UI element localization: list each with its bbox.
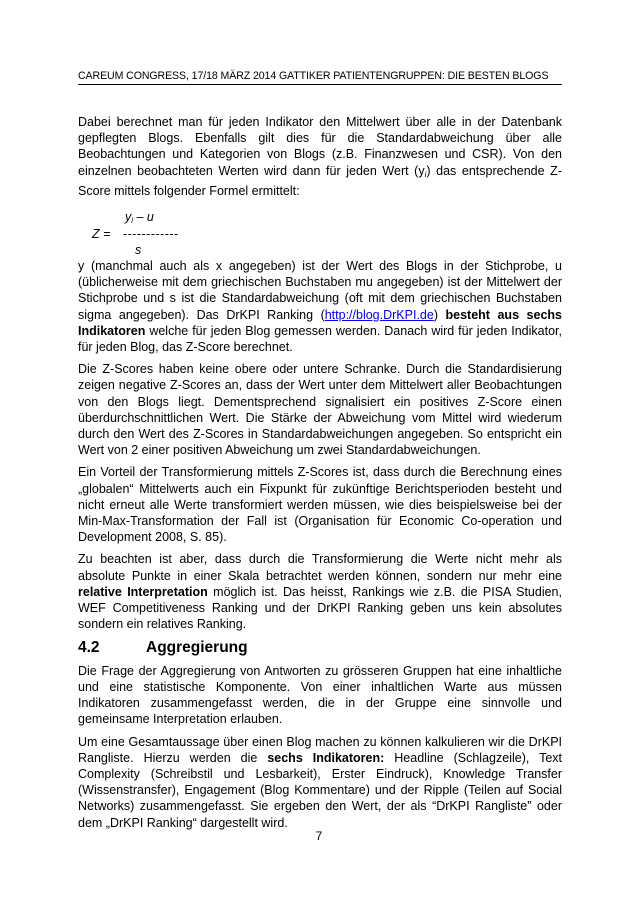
formula-numerator-rest: – u <box>133 210 154 225</box>
drkpi-blog-link[interactable]: http://blog.DrKPI.de <box>324 307 434 322</box>
paragraph-7-bold: sechs Indikatoren: <box>267 750 385 765</box>
paragraph-6: Die Frage der Aggregierung von Antworten zu grösseren Gruppen hat eine inhaltliche und eine statistische Komponente. Von einer inhaltlichen Warte aus müssen Indikatoren zusammengefasst werden, die in der Gruppe eine sinnvolle und gemeinsame Interpretation erlauben. <box>78 663 562 727</box>
subscript-i: i <box>424 169 427 179</box>
paragraph-5 <box>78 551 562 632</box>
section-heading <box>78 640 562 656</box>
paragraph-2 <box>78 258 562 355</box>
paragraph-1 <box>78 114 562 199</box>
paragraph-4: Ein Vorteil der Transformierung mittels Z-Scores ist, dass durch die Berechnung eines „globalen“ Mittelwerts auch ein Fixpunkt für zukünftige Berichtsperioden besteht und nicht erneut alle Werte transformiert werden müssen, wie dies beispielsweise bei der Min-Max-Transformation der Fall ist (Organisation für Economic Co-operation und Development 2008, S. 85). <box>78 465 562 545</box>
paragraph-5-a: Zu beachten ist aber, dass durch die Transformierung die Werte nicht mehr als absolute Punkte in einer Skala betrachtet werden können, sondern nur mehr eine <box>78 552 562 583</box>
paragraph-3: Die Z-Scores haben keine obere oder untere Schranke. Durch die Standardisierung zeigen negative Z-Scores an, dass der Wert unter dem Mittelwert aller Beobachtungen von den Blogs liegt. Dementsprechend signalisiert ein positives Z-Score einen überdurchschnittlichen Wert. Die Stärke der Abweichung vom Mittel wird wiederum durch den Wert des Z-Scores in Standardabweichungen angegeben. So entspricht ein Wert von 2 einer positiven Abweichung um zwei Standardabweichungen. <box>78 362 562 458</box>
page-number: 7 <box>315 829 323 843</box>
running-header: CAREUM CONGRESS, 17/18 MÄRZ 2014 GATTIKER PATIENTENGRUPPEN: DIE BESTEN BLOGS <box>78 70 562 85</box>
paragraph-2-b: ) <box>433 307 446 322</box>
formula-y: y <box>125 210 132 225</box>
formula-y-sub: i <box>131 216 134 226</box>
section-title: Aggregierung <box>146 639 248 657</box>
paragraph-2-bold: besteht aus sechs Indikatoren <box>78 307 562 338</box>
paragraph-2-c: welche für jeden Blog gemessen werden. Danach wird für jeden Indikator, für jeden Blog, das Z-Score berechnet. <box>78 323 562 355</box>
paragraph-1-text: Dabei berechnet man für jeden Indikator den Mittelwert über alle in der Datenbank gepflegten Blogs. Ebenfalls gilt dies für die Standardabweichung über alle Beobachtungen und Kategorien von Blogs (z.B. Finanzwesen und CSR). Von den einzelnen beobachteten Werten wird dann für jeden Wert (y <box>78 115 562 178</box>
formula-fraction-line: - - - - - - - - - - - - <box>123 227 177 242</box>
paragraph-7-b: Headline (Schlagzeile), Text Complexity (Schreibstil und Lesbarkeit), Erster Eindruck), Knowledge Transfer (Wissenstransfer), Engagement (Blog Kommentare) und der Ripple (Teilen auf Social Networks) zusammengefasst. Sie ergeben den Wert, der als “DrKPI Rangliste” oder dem „DrKPI Ranking“ dargestellt wird. <box>78 750 563 830</box>
z-score-formula <box>78 205 562 257</box>
paragraph-5-bold: relative Interpretation <box>78 584 208 599</box>
formula-denominator: s <box>135 243 142 258</box>
paragraph-7 <box>78 734 562 831</box>
paragraph-7-a: Um eine Gesamtaussage über einen Blog machen zu können kalkulieren wir die DrKPI Rangliste. Hierzu werden die <box>78 734 562 765</box>
paragraph-1-end: ) das entsprechende Z-Score mittels folgender Formel ermittelt: <box>78 163 562 198</box>
formula-z: Z = <box>92 227 111 242</box>
section-number: 4.2 <box>78 639 100 657</box>
paragraph-2-a: y (manchmal auch als x angegeben) ist der Wert des Blogs in der Stichprobe, u (üblicherweise mit dem griechischen Buchstaben mu angegeben) ist der Mittelwert der Stichprobe und s ist die Standardabweichung (oft mit dem griechischen Buchstaben sigma angegeben). Das DrKPI Ranking ( <box>78 259 562 322</box>
page-body <box>78 114 562 837</box>
paragraph-5-b: möglich ist. Das heisst, Rankings wie z.B. die PISA Studien, WEF Competitiveness Ranking und der DrKPI Ranking geben uns kein absolutes sondern ein relatives Ranking. <box>78 584 562 632</box>
